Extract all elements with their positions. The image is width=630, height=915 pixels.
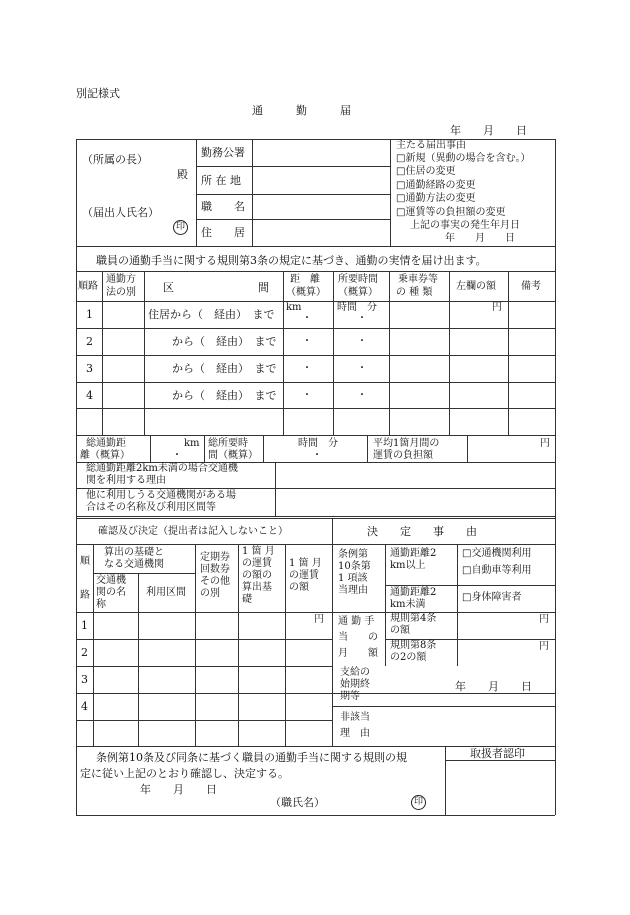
rule — [76, 612, 332, 613]
total-time-label: 総所要時 — [208, 438, 248, 449]
rule8-label: 規則第8条 — [390, 640, 437, 651]
rule — [76, 382, 555, 383]
other-transit-2: 合はその名称及び利用区間等 — [86, 502, 216, 513]
rule — [445, 746, 446, 815]
col-monthly-amount-2: の運賃 — [289, 570, 319, 581]
footer-text: 条例第10条及び同条に基づく職員の通勤手当に関する規則の規 — [96, 751, 407, 764]
allowance-label-2: 当 の — [338, 632, 378, 643]
rule4-label-2: の額 — [390, 625, 410, 636]
rule — [457, 544, 458, 666]
distance-dot: ・ — [302, 336, 312, 347]
rule — [76, 139, 555, 140]
reason-residence[interactable]: □住居の変更 — [396, 166, 456, 177]
rule — [283, 271, 284, 435]
rule — [76, 516, 555, 517]
rule — [195, 544, 196, 746]
na-reason-label-2: 理 由 — [340, 728, 370, 739]
total-km-unit: km — [184, 438, 200, 449]
route-section: から（ 経由） まで — [172, 362, 277, 375]
reasons-title: 主たる届出事由 — [396, 140, 466, 151]
rule — [76, 408, 555, 409]
allowance-label-3: 月 額 — [338, 648, 378, 659]
decision-reason-header: 決 定 事 由 — [367, 525, 477, 538]
residence-label: 住 居 — [201, 226, 245, 239]
row-num: 3 — [81, 673, 88, 686]
submission-date: 年 月 日 — [450, 124, 527, 137]
rule — [332, 518, 333, 746]
rule — [76, 435, 555, 436]
reason-fare[interactable]: □運賃等の負担額の変更 — [396, 207, 506, 218]
rule — [76, 271, 555, 272]
distance-dot: ・ — [302, 313, 312, 324]
rule — [196, 166, 390, 167]
officer-label: （職氏名） — [270, 796, 325, 809]
rule — [263, 435, 264, 462]
col-pass-3: その他 — [200, 576, 230, 587]
distance-dot: ・ — [302, 363, 312, 374]
col-transit-name: 交通機 — [96, 575, 126, 586]
rule — [204, 435, 205, 462]
rule — [76, 666, 332, 667]
rule — [332, 706, 555, 707]
rule — [449, 271, 450, 435]
footer-text-2: 定に従い上記のとおり確認し、決定する。 — [80, 767, 289, 780]
col-ticket-2: の 種 類 — [396, 287, 433, 298]
time-dot: ・ — [357, 363, 367, 374]
col-distance-2: （概算） — [286, 287, 326, 298]
rule — [445, 760, 555, 761]
na-reason-label: 非該当 — [340, 712, 370, 723]
rule — [144, 271, 145, 435]
article-reason-4: 当理由 — [338, 585, 368, 596]
rule — [333, 271, 334, 435]
route-section: から（ 経由） まで — [172, 389, 277, 402]
basis-header-2: なる交通機関 — [104, 559, 164, 570]
rule — [138, 573, 139, 746]
rule — [76, 544, 555, 545]
col-distance: 距 離 — [290, 274, 320, 285]
col-section-2: 間 — [258, 281, 269, 294]
total-time-unit: 時間 分 — [298, 438, 338, 449]
applicant-name-label: （届出人氏名） — [82, 206, 159, 219]
km-unit: km — [286, 302, 302, 313]
average-yen-unit: 円 — [540, 438, 550, 449]
time-unit: 時間 分 — [337, 302, 377, 313]
total-distance-label-2: 離（概算） — [80, 450, 130, 461]
under-2km-reason: 総通勤距離2km未満の場合交通機 — [86, 463, 238, 474]
col-pass-2: 回数券 — [200, 564, 230, 575]
rule — [150, 435, 151, 462]
statement: 職員の通勤手当に関する規則第3条の規定に基づき、通勤の実情を届け出ます。 — [96, 254, 487, 267]
reason-new[interactable]: □新規（異動の場合を含む。） — [396, 153, 531, 164]
rule — [93, 573, 195, 574]
average-fare-label: 平均1箇月間の — [373, 438, 440, 449]
rule — [76, 301, 555, 302]
start-label: 支給の — [340, 667, 370, 678]
total-time-dot: ・ — [312, 450, 322, 461]
option-car[interactable]: □自動車等利用 — [462, 565, 532, 576]
rule — [76, 815, 555, 816]
time-dot: ・ — [357, 313, 367, 324]
fact-date-label: 上記の事実の発生年月日 — [410, 220, 520, 231]
col-order: 順路 — [78, 281, 98, 292]
honorific: 殿 — [177, 168, 188, 181]
option-disabled[interactable]: □身体障害者 — [462, 592, 522, 603]
col-monthly-amount: 1 箇 月 — [289, 558, 322, 569]
rule — [389, 271, 390, 435]
rule4-label: 規則第4条 — [390, 613, 437, 624]
route-section: から（ 経由） まで — [172, 335, 277, 348]
rule — [367, 435, 368, 462]
rule — [76, 246, 555, 247]
rule — [76, 693, 555, 694]
rule8-yen: 円 — [539, 641, 549, 652]
rule — [285, 544, 286, 746]
col-monthly-basis-4: 算出基 — [242, 582, 272, 593]
form-label: 別記様式 — [76, 87, 120, 100]
rule8-label-2: の2の額 — [390, 652, 427, 663]
col-section: 利用区間 — [146, 587, 186, 598]
allowance-label: 通 勤 手 — [338, 616, 375, 627]
rule — [196, 219, 390, 220]
footer-date: 年 月 日 — [140, 783, 217, 796]
rule — [76, 139, 77, 815]
reason-route[interactable]: □通勤経路の変更 — [396, 180, 476, 191]
col-section: 区 — [163, 281, 174, 294]
rule — [555, 139, 556, 815]
page-title: 通勤届 — [252, 104, 384, 117]
option-transit[interactable]: □交通機関利用 — [462, 548, 532, 559]
rule — [508, 271, 509, 435]
col-monthly-amount-3: の額 — [289, 582, 309, 593]
rule — [76, 639, 332, 640]
office-label: 勤務公署 — [201, 146, 245, 159]
rule — [93, 544, 94, 746]
start-label-2: 始期終 — [340, 679, 370, 690]
col-remarks: 備考 — [521, 281, 541, 292]
col-transit-name-3: 称 — [96, 599, 106, 610]
rule — [76, 720, 332, 721]
time-dot: ・ — [357, 336, 367, 347]
col-monthly-basis: 1 箇 月 — [242, 546, 275, 557]
col-ticket: 乗車券等 — [398, 274, 438, 285]
start-label-3: 期等 — [340, 691, 360, 702]
rule — [467, 435, 468, 462]
basis-header: 算出の基礎と — [104, 547, 164, 558]
rule — [76, 355, 555, 356]
row-num: 2 — [86, 335, 93, 348]
time-dot: ・ — [357, 390, 367, 401]
location-label: 所 在 地 — [201, 174, 241, 187]
col-order-2: 路 — [80, 590, 90, 601]
row-num: 4 — [86, 389, 93, 402]
rule — [102, 271, 103, 435]
rule — [238, 544, 239, 746]
col-monthly-basis-3: の額の — [242, 570, 272, 581]
col-monthly-basis-5: 礎 — [242, 594, 252, 605]
route-section: 住居から（ 経由） まで — [148, 308, 275, 321]
rule4-yen: 円 — [539, 614, 549, 625]
rule — [275, 462, 276, 516]
row-num: 3 — [86, 362, 93, 375]
rule — [385, 585, 555, 586]
row-num: 4 — [81, 700, 88, 713]
col-time-2: （概算） — [338, 287, 378, 298]
col-time: 所要時間 — [338, 274, 378, 285]
rule — [332, 612, 555, 613]
over-2km-label-2: km以上 — [390, 560, 426, 571]
rule — [390, 139, 391, 246]
col-pass: 定期券 — [200, 552, 230, 563]
under-2km-label: 通勤距離2 — [390, 587, 437, 598]
applicant-seal: 印 — [173, 220, 188, 235]
reason-method[interactable]: □通勤方法の変更 — [396, 193, 476, 204]
handler-seal-label: 取扱者認印 — [470, 747, 525, 760]
rule — [76, 328, 555, 329]
row-num: 1 — [86, 308, 93, 321]
yen-unit: 円 — [492, 302, 502, 313]
officer-seal: 印 — [411, 795, 426, 810]
col-monthly-basis-2: の運賃 — [242, 558, 272, 569]
average-fare-label-2: 運賃の負担額 — [373, 450, 433, 461]
article-reason-2: 10条第 — [338, 561, 371, 572]
distance-dot: ・ — [302, 390, 312, 401]
rule — [196, 139, 197, 246]
affiliation-head-label: （所属の長） — [82, 153, 148, 166]
over-2km-label: 通勤距離2 — [390, 548, 437, 559]
total-distance-dot: ・ — [172, 450, 182, 461]
row-num: 1 — [81, 619, 88, 632]
total-distance-label: 総通勤距 — [86, 438, 126, 449]
confirm-header: 確認及び決定（提出者は記入しないこと） — [98, 526, 288, 537]
col-order: 順 — [80, 556, 90, 567]
col-method: 通勤方 — [106, 274, 136, 285]
total-time-label-2: 間（概算） — [208, 450, 258, 461]
rule — [196, 194, 390, 195]
rule — [385, 544, 386, 666]
post-label: 職 名 — [201, 200, 245, 213]
fact-date: 年 月 日 — [445, 233, 515, 244]
under-2km-label-2: km未満 — [390, 599, 426, 610]
yen-unit: 円 — [314, 614, 324, 625]
rule — [76, 518, 555, 519]
col-method-2: 法の別 — [106, 287, 136, 298]
under-2km-reason-2: 関を利用する理由 — [86, 475, 166, 486]
other-transit: 他に利用しうる交通機関がある場 — [86, 490, 236, 501]
rule — [252, 139, 253, 246]
col-transit-name-2: 関の名 — [96, 587, 126, 598]
rule — [76, 488, 555, 489]
col-pass-4: の別 — [200, 588, 220, 599]
article-reason: 条例第 — [338, 549, 368, 560]
start-date: 年 月 日 — [455, 680, 532, 693]
row-num: 2 — [81, 646, 88, 659]
article-reason-3: 1 項該 — [338, 573, 368, 584]
col-left-amount: 左欄の額 — [456, 281, 496, 292]
